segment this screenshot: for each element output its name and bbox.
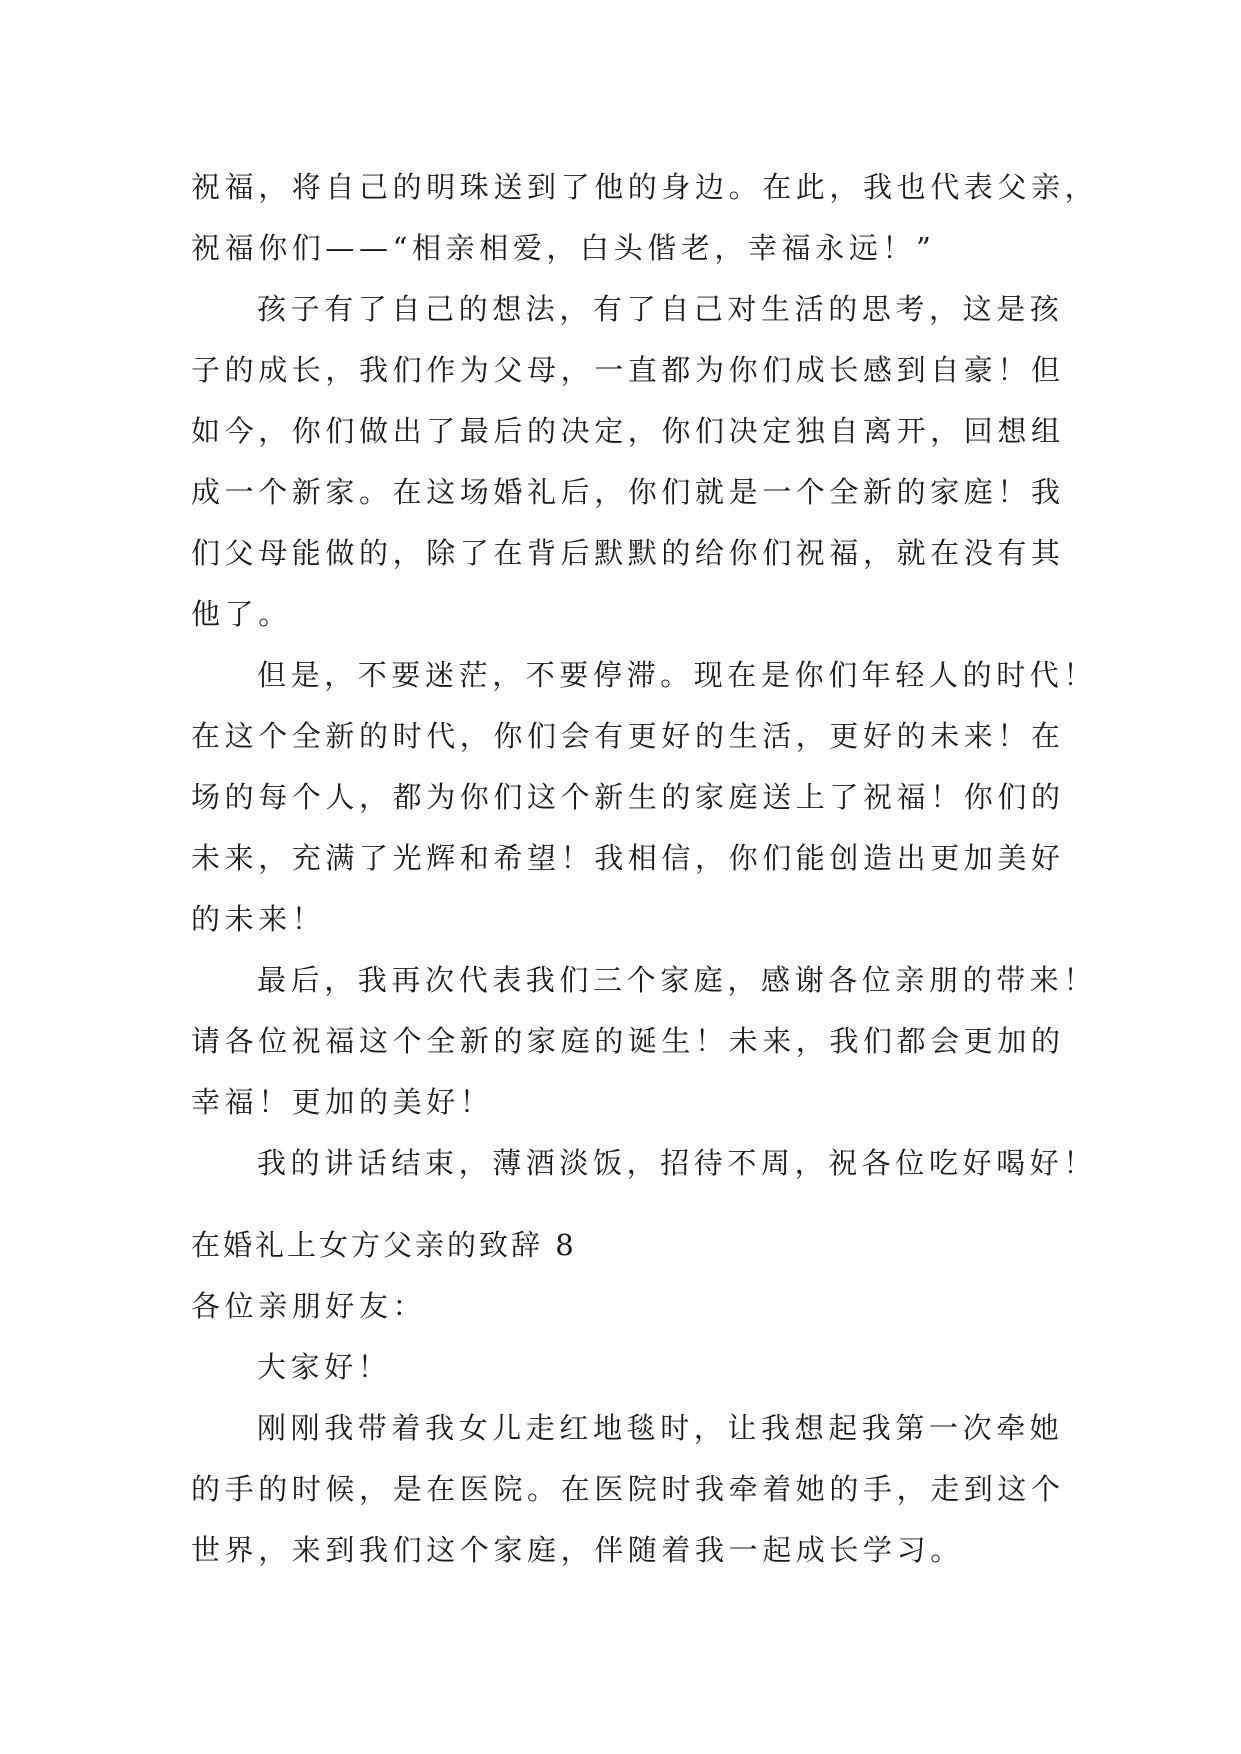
text-line: 如今，你们做出了最后的决定，你们决定独自离开，回想组 [191,414,1065,448]
text-line: 们父母能做的，除了在背后默默的给你们祝福，就在没有其 [191,536,1065,570]
text-line: 在这个全新的时代，你们会有更好的生活，更好的未来！在 [191,719,1065,753]
section-title: 在婚礼上女方父亲的致辞 8 [191,1228,577,1262]
text-line: 世界，来到我们这个家庭，伴随着我一起成长学习。 [191,1533,964,1567]
text-line: 场的每个人，都为你们这个新生的家庭送上了祝福！你们的 [191,780,1065,814]
speech-section-8 [191,1215,1065,1581]
text-line: 他了。 [191,597,292,631]
text-line: 未来，充满了光辉和希望！我相信，你们能创造出更加美好 [191,841,1065,875]
text-line: 子的成长，我们作为父母，一直都为你们成长感到自豪！但 [191,353,1065,387]
text-line: 成一个新家。在这场婚礼后，你们就是一个全新的家庭！我 [191,475,1065,509]
text-line: 请各位祝福这个全新的家庭的诞生！未来，我们都会更加的 [191,1024,1065,1058]
text-line: 的手的时候，是在医院。在医院时我牵着她的手，走到这个 [191,1472,1065,1506]
greeting-line: 大家好！ [257,1350,392,1384]
paragraph-start-line: 刚刚我带着我女儿走红地毯时，让我想起我第一次牵她 [257,1411,1064,1445]
text-line: 幸福！更加的美好！ [191,1085,494,1119]
paragraph-start-line: 最后，我再次代表我们三个家庭，感谢各位亲朋的带来！ [257,963,1098,997]
text-line: 的未来！ [191,902,326,936]
paragraph-start-line: 我的讲话结束，薄酒淡饭，招待不周，祝各位吃好喝好！ [257,1146,1098,1180]
paragraph-start-line: 孩子有了自己的想法，有了自己对生活的思考，这是孩 [257,292,1064,326]
paragraph-start-line: 但是，不要迷茫，不要停滞。现在是你们年轻人的时代！ [257,658,1098,692]
text-line: 祝福，将自己的明珠送到了他的身边。在此，我也代表父亲， [191,170,1099,204]
salutation: 各位亲朋好友： [191,1289,427,1323]
speech-body-continued [191,157,1099,1194]
text-line: 祝福你们——“相亲相爱，白头偕老，幸福永远！” [191,231,936,265]
